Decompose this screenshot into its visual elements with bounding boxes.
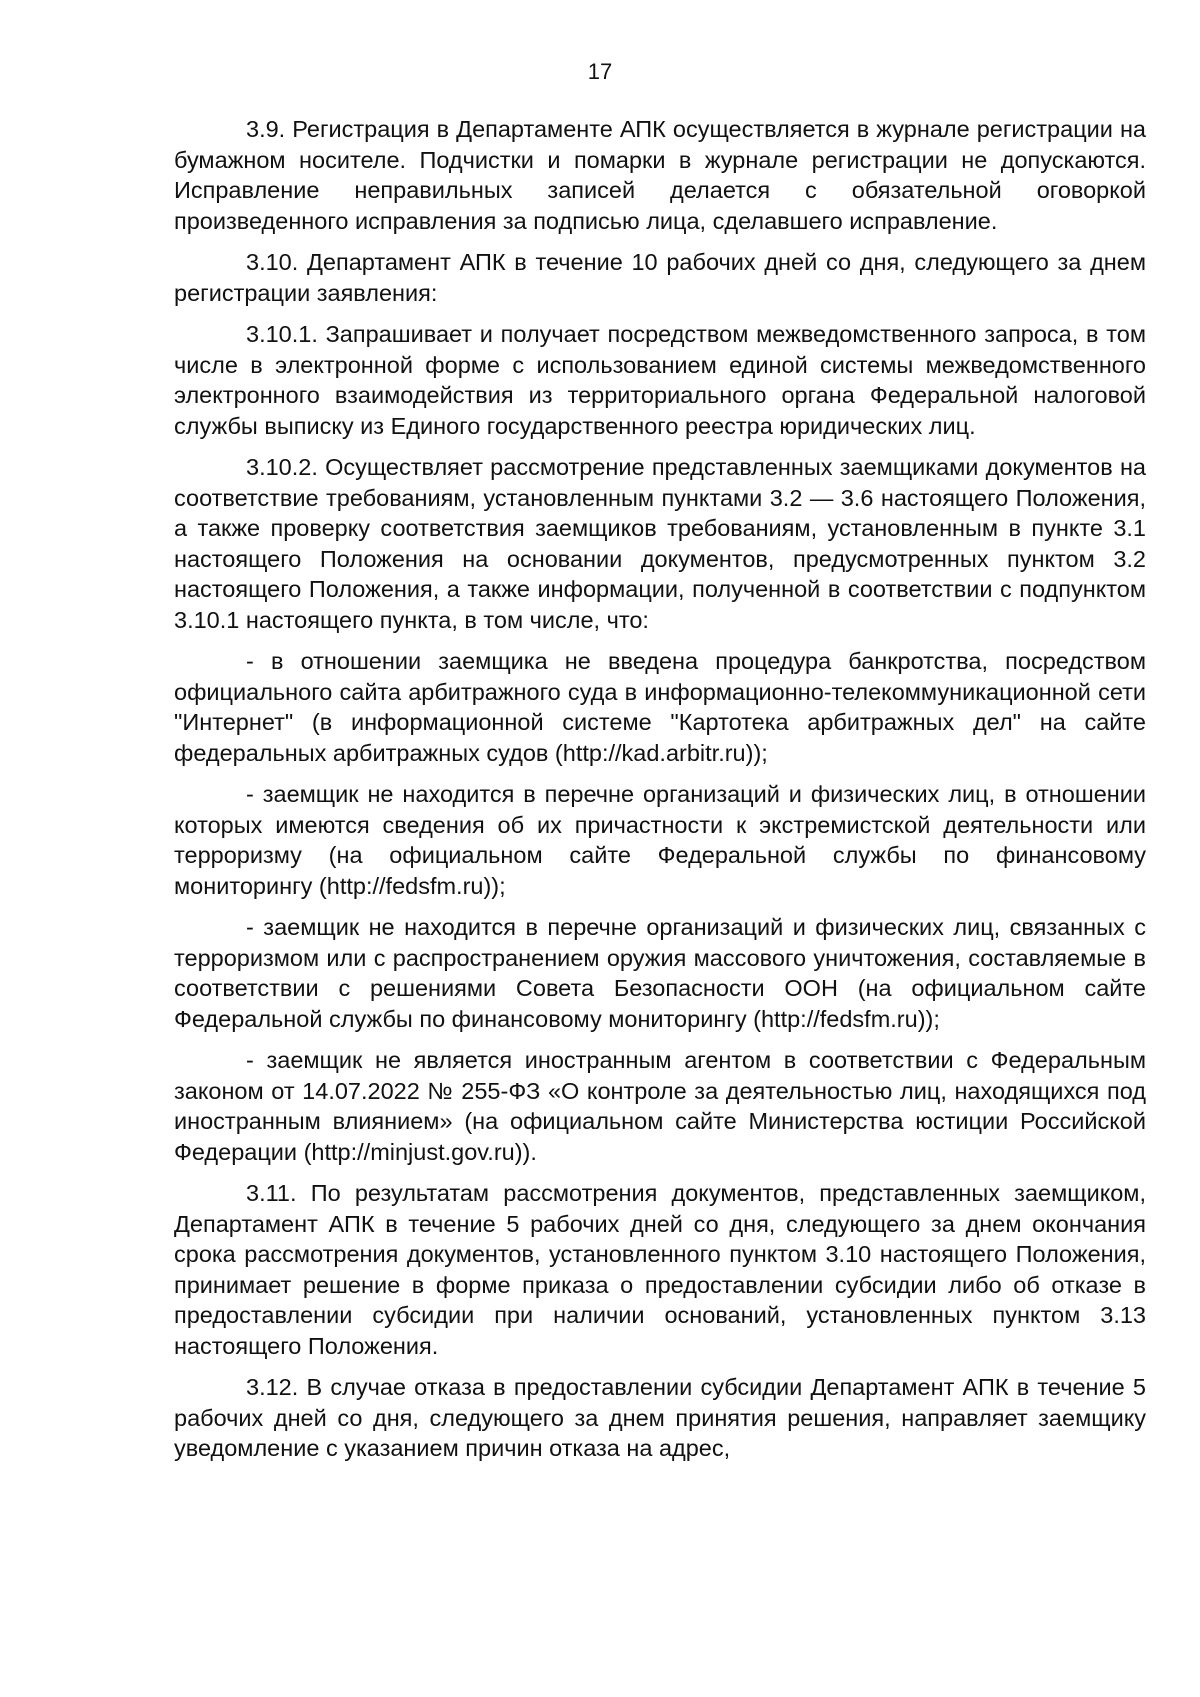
paragraph-3-9: 3.9. Регистрация в Департаменте АПК осуществляется в журнале регистрации на бумажном носителе. Подчистки и помарки в журнале регистрации не допускаются. Исправление неправильных записей делается с обязательной оговоркой произведенного исправления за подписью лица, сделавшего исправление. (174, 116, 1146, 234)
list-item-extremism: - заемщик не находится в перечне организаций и физических лиц, в отношении которых имеются сведения об их причастности к экстремистской деятельности или терроризму (на официальном сайте Федеральной службы по финансовому мониторингу (http://fedsfm.ru)); (174, 781, 1146, 899)
paragraph-3-10: 3.10. Департамент АПК в течение 10 рабочих дней со дня, следующего за днем регистрации заявления: (174, 249, 1146, 306)
paragraph-3-11: 3.11. По результатам рассмотрения документов, представленных заемщиком, Департамент АПК в течение 5 рабочих дней со дня, следующего за днем окончания срока рассмотрения документов, установленного пунктом 3.10 настоящего Положения, принимает решение в форме приказа о предоставлении субсидии либо об отказе в предоставлении субсидии при наличии оснований, установленных пунктом 3.13 настоящего Положения. (174, 1180, 1146, 1359)
list-item-bankruptcy: - в отношении заемщика не введена процедура банкротства, посредством официального сайта арбитражного суда в информационно-телекоммуникационной сети "Интернет" (в информационной системе "Картотека арбитражных дел" на сайте федеральных арбитражных судов (http://kad.arbitr.ru)); (174, 648, 1146, 766)
document-body (174, 114, 1146, 1475)
list-item-foreign-agent: - заемщик не является иностранным агентом в соответствии с Федеральным законом от 14.07.2022 № 255-ФЗ «О контроле за деятельностью лиц, находящихся под иностранным влиянием» (на официальном сайте Министерства юстиции Российской Федерации (http://minjust.gov.ru)). (174, 1047, 1146, 1165)
paragraph-3-10-1: 3.10.1. Запрашивает и получает посредством межведомственного запроса, в том числе в электронной форме с использованием единой системы межведомственного электронного взаимодействия из территориального органа Федеральной налоговой службы выписку из Единого государственного реестра юридических лиц. (174, 321, 1146, 439)
list-item-terrorism: - заемщик не находится в перечне организаций и физических лиц, связанных с терроризмом или с распространением оружия массового уничтожения, составляемые в соответствии с решениями Совета Безопасности ООН (на официальном сайте Федеральной службы по финансовому мониторингу (http://fedsfm.ru)); (174, 914, 1146, 1032)
paragraph-3-12: 3.12. В случае отказа в предоставлении субсидии Департамент АПК в течение 5 рабочих дней со дня, следующего за днем принятия решения, направляет заемщику уведомление с указанием причин отказа на адрес, (174, 1374, 1146, 1461)
paragraph-3-10-2: 3.10.2. Осуществляет рассмотрение представленных заемщиками документов на соответствие требованиям, установленным пунктами 3.2 — 3.6 настоящего Положения, а также проверку соответствия заемщиков требованиям, установленным в пункте 3.1 настоящего Положения на основании документов, предусмотренных пунктом 3.2 настоящего Положения, а также информации, полученной в соответствии с подпунктом 3.10.1 настоящего пункта, в том числе, что: (174, 454, 1146, 633)
page-number: 17 (587, 59, 613, 84)
